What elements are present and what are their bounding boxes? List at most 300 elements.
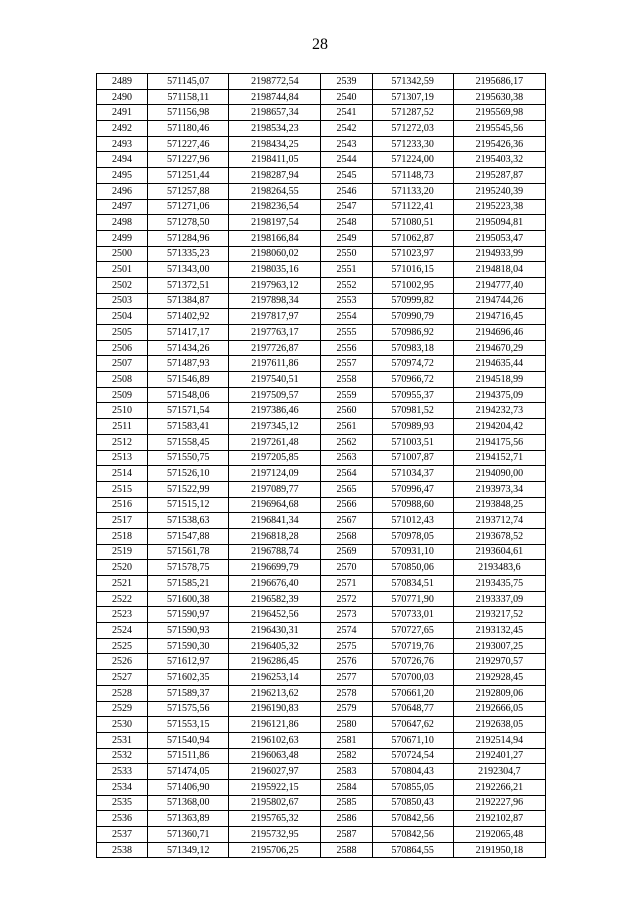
y-coordinate-right: 2195426,36 — [453, 136, 545, 152]
x-coordinate-right: 570671,10 — [372, 732, 453, 748]
y-coordinate-left: 2196676,40 — [229, 576, 321, 592]
table-row — [97, 262, 546, 278]
x-coordinate-right: 570842,56 — [372, 811, 453, 827]
x-coordinate-right: 570733,01 — [372, 607, 453, 623]
y-coordinate-left: 2196818,28 — [229, 528, 321, 544]
x-coordinate-left: 571360,71 — [148, 827, 229, 843]
point-number-left: 2524 — [97, 623, 148, 639]
y-coordinate-right: 2195569,98 — [453, 105, 545, 121]
table-row — [97, 764, 546, 780]
point-number-left: 2509 — [97, 387, 148, 403]
point-number-right: 2544 — [321, 152, 372, 168]
y-coordinate-right: 2193483,6 — [453, 560, 545, 576]
table-row — [97, 811, 546, 827]
y-coordinate-left: 2198434,25 — [229, 136, 321, 152]
x-coordinate-left: 571145,07 — [148, 74, 229, 90]
x-coordinate-right: 571034,37 — [372, 466, 453, 482]
y-coordinate-right: 2193678,52 — [453, 528, 545, 544]
y-coordinate-left: 2197817,97 — [229, 309, 321, 325]
point-number-right: 2549 — [321, 230, 372, 246]
point-number-left: 2532 — [97, 748, 148, 764]
y-coordinate-right: 2192227,96 — [453, 795, 545, 811]
point-number-left: 2535 — [97, 795, 148, 811]
x-coordinate-left: 571406,90 — [148, 779, 229, 795]
point-number-left: 2500 — [97, 246, 148, 262]
y-coordinate-left: 2198035,16 — [229, 262, 321, 278]
table-row — [97, 215, 546, 231]
y-coordinate-right: 2193435,75 — [453, 576, 545, 592]
y-coordinate-right: 2195223,38 — [453, 199, 545, 215]
y-coordinate-left: 2197763,17 — [229, 325, 321, 341]
y-coordinate-right: 2193604,61 — [453, 544, 545, 560]
point-number-left: 2496 — [97, 183, 148, 199]
table-row — [97, 403, 546, 419]
y-coordinate-left: 2197089,77 — [229, 481, 321, 497]
y-coordinate-left: 2197726,87 — [229, 340, 321, 356]
point-number-right: 2562 — [321, 434, 372, 450]
x-coordinate-right: 570989,93 — [372, 419, 453, 435]
point-number-right: 2573 — [321, 607, 372, 623]
table-row — [97, 576, 546, 592]
y-coordinate-left: 2198411,05 — [229, 152, 321, 168]
x-coordinate-left: 571384,87 — [148, 293, 229, 309]
y-coordinate-right: 2194635,44 — [453, 356, 545, 372]
y-coordinate-left: 2198772,54 — [229, 74, 321, 90]
table-row — [97, 842, 546, 858]
x-coordinate-left: 571511,86 — [148, 748, 229, 764]
y-coordinate-left: 2197205,85 — [229, 450, 321, 466]
y-coordinate-right: 2193337,09 — [453, 591, 545, 607]
y-coordinate-left: 2197540,51 — [229, 372, 321, 388]
y-coordinate-left: 2196699,79 — [229, 560, 321, 576]
x-coordinate-left: 571402,92 — [148, 309, 229, 325]
x-coordinate-left: 571487,93 — [148, 356, 229, 372]
point-number-right: 2545 — [321, 168, 372, 184]
point-number-right: 2540 — [321, 89, 372, 105]
table-row — [97, 513, 546, 529]
point-number-left: 2497 — [97, 199, 148, 215]
x-coordinate-right: 570700,03 — [372, 670, 453, 686]
x-coordinate-right: 570983,18 — [372, 340, 453, 356]
y-coordinate-left: 2195765,32 — [229, 811, 321, 827]
y-coordinate-left: 2195922,15 — [229, 779, 321, 795]
x-coordinate-left: 571583,41 — [148, 419, 229, 435]
y-coordinate-left: 2195732,95 — [229, 827, 321, 843]
x-coordinate-right: 571016,15 — [372, 262, 453, 278]
point-number-right: 2543 — [321, 136, 372, 152]
y-coordinate-right: 2195545,56 — [453, 121, 545, 137]
y-coordinate-left: 2196121,86 — [229, 717, 321, 733]
point-number-left: 2517 — [97, 513, 148, 529]
point-number-right: 2585 — [321, 795, 372, 811]
table-row — [97, 779, 546, 795]
y-coordinate-left: 2197898,34 — [229, 293, 321, 309]
point-number-right: 2564 — [321, 466, 372, 482]
point-number-left: 2527 — [97, 670, 148, 686]
x-coordinate-right: 570771,90 — [372, 591, 453, 607]
x-coordinate-right: 570978,05 — [372, 528, 453, 544]
table-row — [97, 623, 546, 639]
y-coordinate-right: 2192638,05 — [453, 717, 545, 733]
y-coordinate-right: 2194375,09 — [453, 387, 545, 403]
x-coordinate-right: 571007,87 — [372, 450, 453, 466]
point-number-right: 2539 — [321, 74, 372, 90]
point-number-left: 2494 — [97, 152, 148, 168]
y-coordinate-right: 2193132,45 — [453, 623, 545, 639]
table-row — [97, 325, 546, 341]
y-coordinate-left: 2196582,39 — [229, 591, 321, 607]
y-coordinate-left: 2195802,67 — [229, 795, 321, 811]
table-row — [97, 356, 546, 372]
x-coordinate-right: 571224,00 — [372, 152, 453, 168]
table-row — [97, 372, 546, 388]
point-number-right: 2558 — [321, 372, 372, 388]
table-row — [97, 199, 546, 215]
point-number-right: 2557 — [321, 356, 372, 372]
y-coordinate-right: 2195403,32 — [453, 152, 545, 168]
table-row — [97, 74, 546, 90]
y-coordinate-left: 2198060,02 — [229, 246, 321, 262]
table-row — [97, 466, 546, 482]
x-coordinate-left: 571558,45 — [148, 434, 229, 450]
x-coordinate-left: 571546,89 — [148, 372, 229, 388]
point-number-right: 2542 — [321, 121, 372, 137]
point-number-left: 2495 — [97, 168, 148, 184]
x-coordinate-right: 570850,06 — [372, 560, 453, 576]
point-number-right: 2579 — [321, 701, 372, 717]
point-number-right: 2556 — [321, 340, 372, 356]
y-coordinate-right: 2194175,56 — [453, 434, 545, 450]
point-number-right: 2547 — [321, 199, 372, 215]
x-coordinate-left: 571368,00 — [148, 795, 229, 811]
point-number-right: 2584 — [321, 779, 372, 795]
x-coordinate-left: 571278,50 — [148, 215, 229, 231]
x-coordinate-left: 571257,88 — [148, 183, 229, 199]
point-number-left: 2512 — [97, 434, 148, 450]
y-coordinate-left: 2197124,09 — [229, 466, 321, 482]
x-coordinate-right: 570931,10 — [372, 544, 453, 560]
point-number-left: 2511 — [97, 419, 148, 435]
y-coordinate-right: 2191950,18 — [453, 842, 545, 858]
x-coordinate-left: 571515,12 — [148, 497, 229, 513]
table-row — [97, 544, 546, 560]
y-coordinate-right: 2194670,29 — [453, 340, 545, 356]
y-coordinate-left: 2197611,86 — [229, 356, 321, 372]
y-coordinate-left: 2196102,63 — [229, 732, 321, 748]
point-number-right: 2582 — [321, 748, 372, 764]
x-coordinate-left: 571372,51 — [148, 277, 229, 293]
point-number-left: 2505 — [97, 325, 148, 341]
table-row — [97, 701, 546, 717]
x-coordinate-right: 571023,97 — [372, 246, 453, 262]
x-coordinate-right: 570996,47 — [372, 481, 453, 497]
table-row — [97, 591, 546, 607]
x-coordinate-right: 570850,43 — [372, 795, 453, 811]
x-coordinate-left: 571335,23 — [148, 246, 229, 262]
x-coordinate-left: 571434,26 — [148, 340, 229, 356]
y-coordinate-right: 2194777,40 — [453, 277, 545, 293]
point-number-left: 2508 — [97, 372, 148, 388]
x-coordinate-left: 571612,97 — [148, 654, 229, 670]
point-number-left: 2521 — [97, 576, 148, 592]
y-coordinate-right: 2192970,57 — [453, 654, 545, 670]
y-coordinate-right: 2194696,46 — [453, 325, 545, 341]
x-coordinate-right: 571012,43 — [372, 513, 453, 529]
x-coordinate-left: 571227,46 — [148, 136, 229, 152]
table-row — [97, 121, 546, 137]
point-number-right: 2554 — [321, 309, 372, 325]
x-coordinate-right: 571287,52 — [372, 105, 453, 121]
y-coordinate-right: 2194152,71 — [453, 450, 545, 466]
point-number-left: 2520 — [97, 560, 148, 576]
table-row — [97, 168, 546, 184]
table-row — [97, 387, 546, 403]
point-number-left: 2498 — [97, 215, 148, 231]
table-row — [97, 560, 546, 576]
x-coordinate-right: 571133,20 — [372, 183, 453, 199]
y-coordinate-right: 2192666,05 — [453, 701, 545, 717]
y-coordinate-left: 2197509,57 — [229, 387, 321, 403]
point-number-right: 2546 — [321, 183, 372, 199]
point-number-left: 2530 — [97, 717, 148, 733]
y-coordinate-right: 2195053,47 — [453, 230, 545, 246]
table-row — [97, 183, 546, 199]
point-number-left: 2529 — [97, 701, 148, 717]
x-coordinate-left: 571343,00 — [148, 262, 229, 278]
coordinates-table — [96, 73, 546, 858]
x-coordinate-right: 570999,82 — [372, 293, 453, 309]
x-coordinate-right: 571148,73 — [372, 168, 453, 184]
x-coordinate-left: 571548,06 — [148, 387, 229, 403]
table-row — [97, 795, 546, 811]
y-coordinate-left: 2198236,54 — [229, 199, 321, 215]
point-number-left: 2533 — [97, 764, 148, 780]
table-row — [97, 654, 546, 670]
x-coordinate-right: 571002,95 — [372, 277, 453, 293]
point-number-right: 2577 — [321, 670, 372, 686]
point-number-left: 2492 — [97, 121, 148, 137]
point-number-right: 2548 — [321, 215, 372, 231]
table-row — [97, 340, 546, 356]
point-number-right: 2569 — [321, 544, 372, 560]
point-number-left: 2522 — [97, 591, 148, 607]
table-row — [97, 136, 546, 152]
x-coordinate-right: 571003,51 — [372, 434, 453, 450]
x-coordinate-right: 570727,65 — [372, 623, 453, 639]
point-number-left: 2516 — [97, 497, 148, 513]
point-number-right: 2570 — [321, 560, 372, 576]
point-number-right: 2550 — [321, 246, 372, 262]
x-coordinate-left: 571575,56 — [148, 701, 229, 717]
x-coordinate-left: 571590,93 — [148, 623, 229, 639]
y-coordinate-right: 2194744,26 — [453, 293, 545, 309]
point-number-right: 2580 — [321, 717, 372, 733]
point-number-left: 2525 — [97, 638, 148, 654]
y-coordinate-left: 2196788,74 — [229, 544, 321, 560]
table-row — [97, 670, 546, 686]
y-coordinate-right: 2195630,38 — [453, 89, 545, 105]
point-number-right: 2563 — [321, 450, 372, 466]
point-number-left: 2501 — [97, 262, 148, 278]
x-coordinate-left: 571550,75 — [148, 450, 229, 466]
x-coordinate-left: 571284,96 — [148, 230, 229, 246]
y-coordinate-left: 2196841,34 — [229, 513, 321, 529]
y-coordinate-left: 2196286,45 — [229, 654, 321, 670]
y-coordinate-right: 2192065,48 — [453, 827, 545, 843]
y-coordinate-left: 2198657,34 — [229, 105, 321, 121]
point-number-left: 2489 — [97, 74, 148, 90]
point-number-right: 2552 — [321, 277, 372, 293]
x-coordinate-left: 571589,37 — [148, 685, 229, 701]
point-number-right: 2571 — [321, 576, 372, 592]
point-number-left: 2502 — [97, 277, 148, 293]
point-number-right: 2567 — [321, 513, 372, 529]
y-coordinate-left: 2195706,25 — [229, 842, 321, 858]
x-coordinate-right: 571062,87 — [372, 230, 453, 246]
point-number-right: 2588 — [321, 842, 372, 858]
point-number-left: 2504 — [97, 309, 148, 325]
y-coordinate-right: 2194818,04 — [453, 262, 545, 278]
x-coordinate-left: 571561,78 — [148, 544, 229, 560]
point-number-right: 2583 — [321, 764, 372, 780]
x-coordinate-right: 570864,55 — [372, 842, 453, 858]
x-coordinate-right: 570986,92 — [372, 325, 453, 341]
y-coordinate-left: 2196405,32 — [229, 638, 321, 654]
x-coordinate-left: 571158,11 — [148, 89, 229, 105]
y-coordinate-left: 2197261,48 — [229, 434, 321, 450]
x-coordinate-right: 570990,79 — [372, 309, 453, 325]
x-coordinate-left: 571578,75 — [148, 560, 229, 576]
table-row — [97, 748, 546, 764]
table-row — [97, 105, 546, 121]
point-number-left: 2526 — [97, 654, 148, 670]
x-coordinate-right: 570981,52 — [372, 403, 453, 419]
point-number-right: 2551 — [321, 262, 372, 278]
x-coordinate-right: 571272,03 — [372, 121, 453, 137]
point-number-left: 2519 — [97, 544, 148, 560]
point-number-right: 2568 — [321, 528, 372, 544]
point-number-right: 2541 — [321, 105, 372, 121]
point-number-left: 2538 — [97, 842, 148, 858]
x-coordinate-right: 570855,05 — [372, 779, 453, 795]
point-number-right: 2581 — [321, 732, 372, 748]
y-coordinate-right: 2193848,25 — [453, 497, 545, 513]
point-number-left: 2490 — [97, 89, 148, 105]
point-number-right: 2560 — [321, 403, 372, 419]
table-row — [97, 528, 546, 544]
y-coordinate-right: 2193973,34 — [453, 481, 545, 497]
point-number-left: 2503 — [97, 293, 148, 309]
x-coordinate-left: 571349,12 — [148, 842, 229, 858]
x-coordinate-right: 570988,60 — [372, 497, 453, 513]
table-row — [97, 450, 546, 466]
x-coordinate-right: 570661,20 — [372, 685, 453, 701]
x-coordinate-right: 570955,37 — [372, 387, 453, 403]
point-number-left: 2536 — [97, 811, 148, 827]
point-number-left: 2518 — [97, 528, 148, 544]
x-coordinate-left: 571585,21 — [148, 576, 229, 592]
y-coordinate-right: 2194090,00 — [453, 466, 545, 482]
point-number-right: 2566 — [321, 497, 372, 513]
x-coordinate-left: 571522,99 — [148, 481, 229, 497]
x-coordinate-left: 571474,05 — [148, 764, 229, 780]
x-coordinate-right: 571080,51 — [372, 215, 453, 231]
x-coordinate-right: 570804,43 — [372, 764, 453, 780]
x-coordinate-left: 571251,44 — [148, 168, 229, 184]
x-coordinate-right: 571122,41 — [372, 199, 453, 215]
x-coordinate-right: 570974,72 — [372, 356, 453, 372]
point-number-right: 2572 — [321, 591, 372, 607]
point-number-right: 2574 — [321, 623, 372, 639]
y-coordinate-left: 2198287,94 — [229, 168, 321, 184]
x-coordinate-right: 570842,56 — [372, 827, 453, 843]
table-row — [97, 230, 546, 246]
y-coordinate-right: 2192401,27 — [453, 748, 545, 764]
point-number-left: 2537 — [97, 827, 148, 843]
x-coordinate-right: 570834,51 — [372, 576, 453, 592]
y-coordinate-right: 2195686,17 — [453, 74, 545, 90]
y-coordinate-right: 2195287,87 — [453, 168, 545, 184]
table-row — [97, 732, 546, 748]
y-coordinate-left: 2196063,48 — [229, 748, 321, 764]
y-coordinate-left: 2198264,55 — [229, 183, 321, 199]
y-coordinate-right: 2192514,94 — [453, 732, 545, 748]
y-coordinate-right: 2193712,74 — [453, 513, 545, 529]
point-number-left: 2515 — [97, 481, 148, 497]
point-number-left: 2528 — [97, 685, 148, 701]
table-row — [97, 89, 546, 105]
y-coordinate-right: 2193007,25 — [453, 638, 545, 654]
table-row — [97, 827, 546, 843]
y-coordinate-left: 2196213,62 — [229, 685, 321, 701]
table-row — [97, 434, 546, 450]
table-row — [97, 419, 546, 435]
x-coordinate-right: 570648,77 — [372, 701, 453, 717]
y-coordinate-right: 2195094,81 — [453, 215, 545, 231]
x-coordinate-right: 571307,19 — [372, 89, 453, 105]
point-number-right: 2587 — [321, 827, 372, 843]
point-number-left: 2531 — [97, 732, 148, 748]
y-coordinate-left: 2196964,68 — [229, 497, 321, 513]
point-number-right: 2565 — [321, 481, 372, 497]
x-coordinate-left: 571271,06 — [148, 199, 229, 215]
x-coordinate-left: 571156,98 — [148, 105, 229, 121]
y-coordinate-left: 2196190,83 — [229, 701, 321, 717]
y-coordinate-right: 2194716,45 — [453, 309, 545, 325]
x-coordinate-left: 571547,88 — [148, 528, 229, 544]
y-coordinate-left: 2198534,23 — [229, 121, 321, 137]
x-coordinate-left: 571590,97 — [148, 607, 229, 623]
x-coordinate-right: 570724,54 — [372, 748, 453, 764]
point-number-left: 2507 — [97, 356, 148, 372]
point-number-left: 2499 — [97, 230, 148, 246]
point-number-right: 2555 — [321, 325, 372, 341]
x-coordinate-left: 571363,89 — [148, 811, 229, 827]
table-row — [97, 152, 546, 168]
x-coordinate-right: 571233,30 — [372, 136, 453, 152]
y-coordinate-right: 2194232,73 — [453, 403, 545, 419]
y-coordinate-right: 2193217,52 — [453, 607, 545, 623]
x-coordinate-left: 571227,96 — [148, 152, 229, 168]
x-coordinate-right: 571342,59 — [372, 74, 453, 90]
page-number: 28 — [312, 36, 328, 53]
point-number-left: 2514 — [97, 466, 148, 482]
point-number-right: 2561 — [321, 419, 372, 435]
table-row — [97, 685, 546, 701]
x-coordinate-left: 571526,10 — [148, 466, 229, 482]
y-coordinate-left: 2197386,46 — [229, 403, 321, 419]
y-coordinate-right: 2192304,7 — [453, 764, 545, 780]
